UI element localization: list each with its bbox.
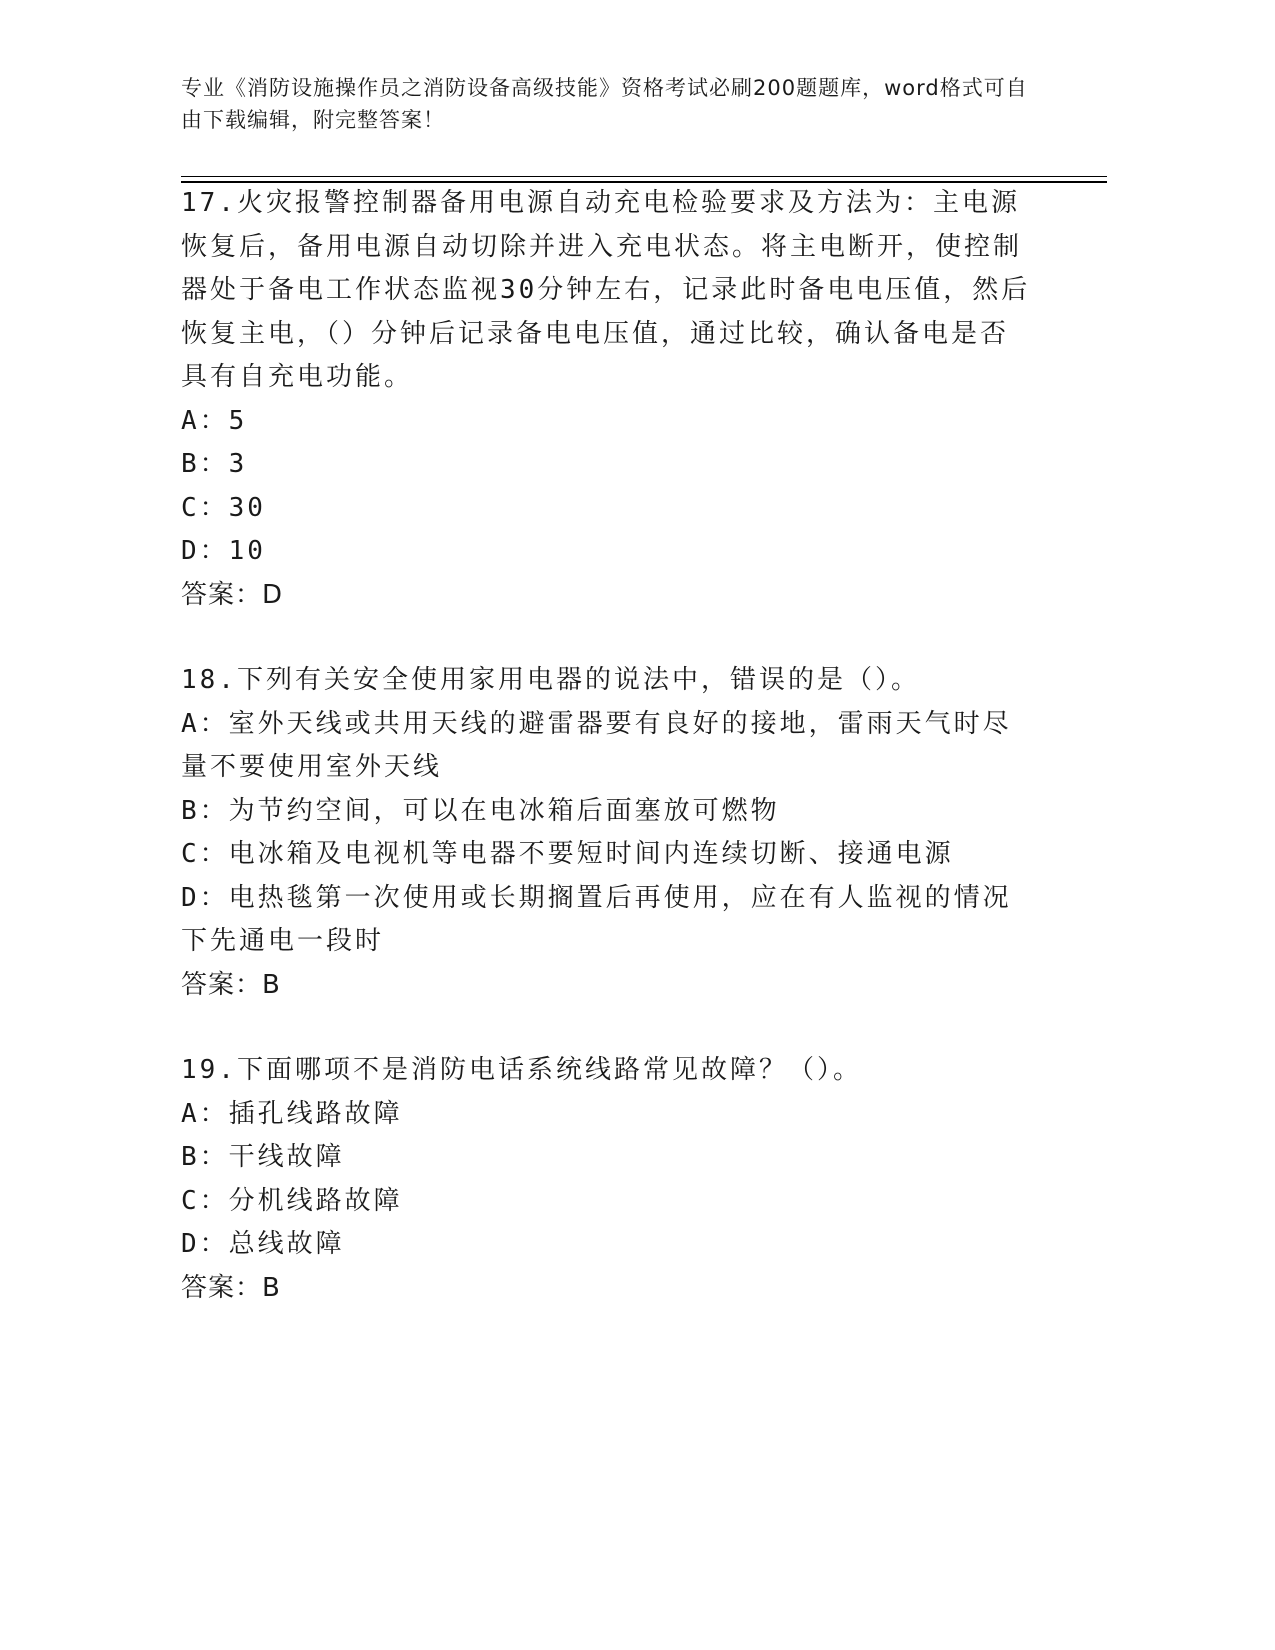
option-d: D：10 xyxy=(181,536,266,566)
question-list xyxy=(181,182,1051,1352)
answer-line: 答案：D xyxy=(181,579,284,610)
question-stem: 17.火灾报警控制器备用电源自动充电检验要求及方法为：主电源恢复后，备用电源自动切除并进入充电状态。将主电断开，使控制器处于备电工作状态监视30分钟左右，记录此时备电电压值，然后恢复主电，（）分钟后记录备电电压值，通过比较，确认备电是否具有自充电功能。 xyxy=(181,188,1031,392)
answer-line: 答案：B xyxy=(181,969,281,1000)
option-b: B：为节约空间，可以在电冰箱后面塞放可燃物 xyxy=(181,795,780,826)
question-18 xyxy=(181,659,1051,1007)
option-a: A：插孔线路故障 xyxy=(181,1098,403,1129)
question-17 xyxy=(181,182,1051,617)
answer-line: 答案：B xyxy=(181,1272,281,1303)
option-d: D：总线故障 xyxy=(181,1229,345,1259)
option-c: C：分机线路故障 xyxy=(181,1185,403,1216)
option-d: D：电热毯第一次使用或长期搁置后再使用，应在有人监视的情况下先通电一段时 xyxy=(181,882,1012,956)
header-divider-thin xyxy=(181,176,1107,177)
document-header: 专业《消防设施操作员之消防设备高级技能》资格考试必刷200题题库，word格式可自由下载编辑，附完整答案！ xyxy=(181,76,1028,132)
option-a: A：室外天线或共用天线的避雷器要有良好的接地，雷雨天气时尽量不要使用室外天线 xyxy=(181,708,1012,782)
question-stem: 18.下列有关安全使用家用电器的说法中，错误的是（）。 xyxy=(181,665,920,695)
option-a: A：5 xyxy=(181,405,248,436)
option-c: C：电冰箱及电视机等电器不要短时间内连续切断、接通电源 xyxy=(181,839,954,869)
option-b: B：3 xyxy=(181,449,248,479)
option-b: B：干线故障 xyxy=(181,1142,345,1172)
question-19 xyxy=(181,1049,1051,1310)
question-stem: 19.下面哪项不是消防电话系统线路常见故障？（）。 xyxy=(181,1055,862,1085)
option-c: C：30 xyxy=(181,492,266,523)
